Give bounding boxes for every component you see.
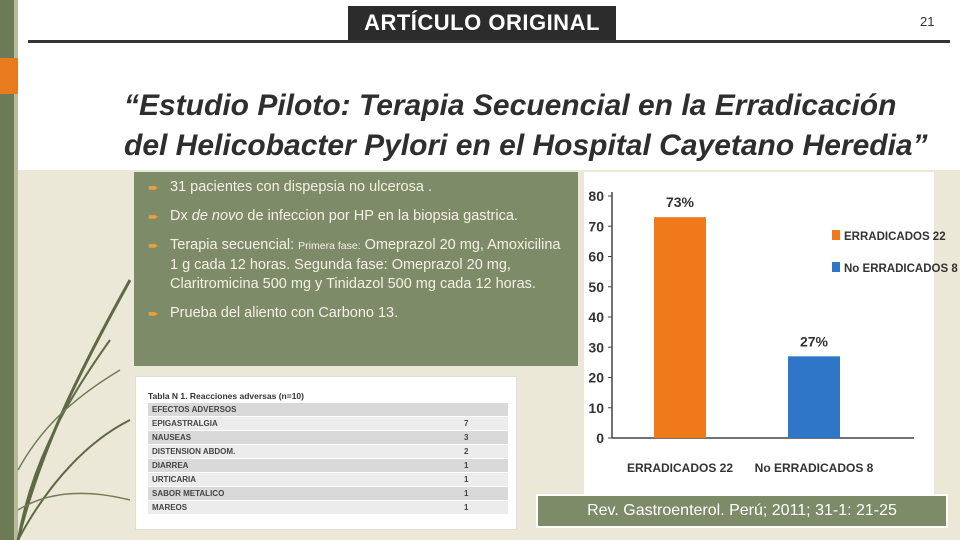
y-tick-label: 30	[588, 339, 604, 356]
arrow-bullet-icon: ➨	[148, 209, 159, 224]
arrow-bullet-icon: ➨	[148, 238, 159, 253]
table-row	[148, 417, 508, 431]
y-tick-label: 80	[588, 188, 604, 204]
table-cell-label: URTICARIA	[152, 475, 196, 484]
table-row	[148, 403, 508, 417]
table-cell-label: DISTENSION ABDOM.	[152, 447, 236, 456]
arrow-bullet-icon: ➨	[148, 180, 159, 195]
y-tick-label: 50	[588, 278, 604, 295]
table-row	[148, 501, 508, 515]
table-cell-value: 1	[464, 475, 469, 484]
title-line-1: “Estudio Piloto: Terapia Secuencial en la Erradicación	[124, 89, 897, 122]
table-cell-value: 1	[464, 461, 469, 470]
table-title: Tabla N 1. Reacciones adversas (n=10)	[148, 391, 304, 401]
table-row	[148, 431, 508, 445]
y-tick-label: 0	[596, 430, 604, 446]
table-cell-label: EPIGASTRALGIA	[152, 419, 218, 428]
table-body	[148, 403, 508, 515]
bullet-diagnosis: ➨ Dx de novo de infeccion por HP en la biopsia gastrica.	[148, 208, 518, 224]
table-cell-value: 1	[464, 489, 469, 498]
table-cell-value: 3	[464, 433, 469, 442]
citation: Rev. Gastroenterol. Perú; 2011; 31-1: 21-25	[536, 494, 948, 528]
x-category-label: No ERRADICADOS 8	[754, 461, 874, 475]
adverse-effects-table	[135, 376, 517, 530]
table-cell-value: 7	[464, 419, 469, 428]
y-tick-label: 60	[588, 248, 604, 265]
legend-label: ERRADICADOS 22	[844, 231, 946, 243]
legend-swatch	[832, 262, 840, 272]
table-cell-label: NAUSEAS	[152, 433, 192, 442]
leaf-decoration	[0, 170, 140, 540]
y-tick-label: 70	[588, 218, 604, 235]
table-cell-label: MAREOS	[152, 503, 188, 512]
table-cell-label: SABOR METALICO	[152, 489, 225, 498]
table-cell-label: DIARREA	[152, 461, 189, 470]
bullet-breath-test: ➨ Prueba del aliento con Carbono 13.	[148, 305, 399, 321]
methods-bullet-panel	[134, 172, 578, 366]
table-row	[148, 445, 508, 459]
bar	[788, 356, 840, 438]
data-label: 73%	[665, 194, 695, 211]
table-row	[148, 459, 508, 473]
arrow-bullet-icon: ➨	[148, 306, 159, 321]
eradication-chart-card	[584, 172, 958, 494]
legend-swatch	[832, 230, 840, 240]
table-cell-value: 1	[464, 503, 469, 512]
data-label: 27%	[799, 333, 829, 350]
article-type-badge: ARTÍCULO ORIGINAL	[348, 6, 616, 40]
table-row	[148, 487, 508, 501]
header-rule	[28, 40, 950, 43]
accent-tab	[0, 58, 18, 94]
table-cell-label: EFECTOS ADVERSOS	[152, 405, 237, 414]
bullet-patients: ➨ 31 pacientes con dispepsia no ulcerosa .	[148, 179, 432, 195]
table-row	[148, 473, 508, 487]
y-tick-label: 40	[588, 309, 604, 325]
x-category-label: ERRADICADOS 22	[626, 461, 734, 475]
bar	[654, 217, 706, 438]
y-tick-label: 10	[588, 399, 604, 416]
bullet-therapy: ➨ Terapia secuencial: Primera fase: Omeprazol 20 mg, Amoxicilina 1 g cada 12 horas. Segunda fase: Omeprazol 20 mg, Claritromicina 500 mg y Tinidazol 500 mg cada 12 horas.	[148, 237, 561, 292]
paper-title	[124, 86, 944, 166]
table-cell-value: 2	[464, 447, 469, 456]
eradication-bar-chart	[584, 172, 958, 494]
page-number: 21	[920, 14, 935, 29]
title-line-2: del Helicobacter Pylori en el Hospital Cayetano Heredia”	[124, 129, 928, 162]
legend-label: No ERRADICADOS 8	[844, 263, 958, 275]
y-tick-label: 20	[588, 369, 604, 386]
